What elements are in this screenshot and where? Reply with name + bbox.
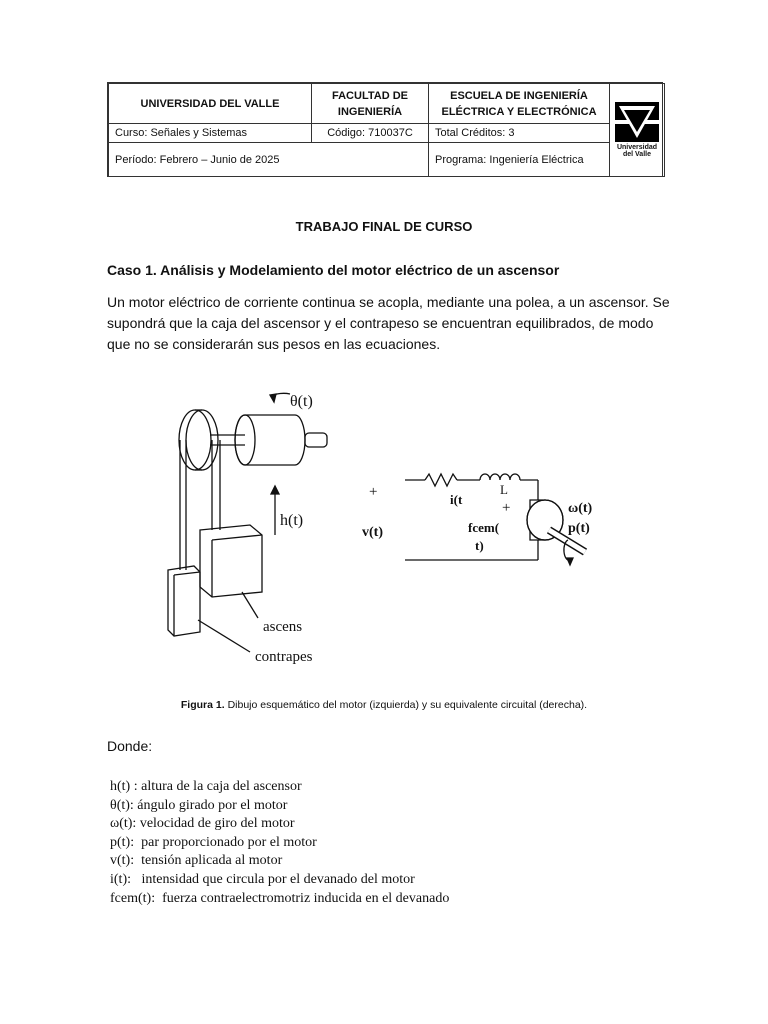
voltage-label: v(t) (362, 525, 383, 540)
torque-label: p(t) (568, 521, 590, 536)
figure-caption: Figura 1. Dibujo esquemático del motor (izquierda) y su equivalente circuital (derecha). (180, 699, 588, 711)
university-cell: UNIVERSIDAD DEL VALLE (109, 84, 312, 124)
course-cell: Curso: Señales y Sistemas (109, 124, 312, 143)
faculty-cell: FACULTAD DE INGENIERÍA (312, 84, 429, 124)
motor-shaft-shape (305, 433, 327, 447)
motor-body-shape (235, 415, 305, 465)
donde-label: Donde: (107, 738, 153, 754)
list-item: θ(t): ángulo girado por el motor (110, 797, 288, 813)
list-item: h(t) : altura de la caja del ascensor (110, 779, 302, 794)
list-item: fcem(t): fuerza contraelectromotriz inducida en el devanado (110, 890, 450, 906)
period-cell: Período: Febrero – Junio de 2025 (109, 143, 429, 177)
contrapes-label: contrapes (255, 649, 313, 665)
credits-cell: Total Créditos: 3 (429, 124, 610, 143)
program-cell: Programa: Ingeniería Eléctrica (429, 143, 610, 177)
ascens-leader-shape (242, 592, 258, 618)
logo-caption: Universidad del Valle (616, 144, 658, 158)
definitions-list (110, 778, 449, 908)
counterweight-shape (168, 566, 200, 636)
page-title: TRABAJO FINAL DE CURSO (295, 219, 473, 234)
logo-cell (610, 84, 665, 177)
current-label: i(t (450, 492, 463, 507)
university-logo-icon (615, 102, 659, 142)
inductor-label: L (500, 482, 508, 497)
resistor-shape (425, 474, 457, 486)
contrapes-leader-shape (198, 620, 250, 652)
pulley-shape (179, 410, 211, 470)
pulley-back-shape (186, 410, 218, 470)
plus-label: + (369, 484, 378, 500)
motor-figure (150, 380, 620, 670)
ascens-label: ascens (263, 619, 303, 635)
plus2-label: + (502, 500, 511, 516)
case-title: Caso 1. Análisis y Modelamiento del motor eléctrico de un ascensor (107, 262, 560, 278)
omega-label: ω(t) (568, 501, 593, 516)
fcem-label-2: t) (475, 538, 484, 553)
intro-paragraph: Un motor eléctrico de corriente continua se acopla, mediante una polea, a un ascensor. Se supondrá que la caja del ascensor y el contrapeso se encuentran equilibrados, de modo que no se considerarán sus pesos en las ecuaciones. (107, 294, 670, 352)
list-item: ω(t): velocidad de giro del motor (110, 816, 295, 832)
list-item: v(t): tensión aplicada al motor (110, 853, 283, 869)
code-cell: Código: 710037C (312, 124, 429, 143)
theta-label: θ(t) (290, 393, 313, 410)
inductor-shape (480, 474, 520, 480)
header-table (107, 82, 663, 177)
school-cell: ESCUELA DE INGENIERÍA ELÉCTRICA Y ELECTRÓNICA (429, 84, 610, 124)
fcem-label-1: fcem( (468, 520, 500, 535)
list-item: i(t): intensidad que circula por el devanado del motor (110, 871, 415, 887)
list-item: p(t): par proporcionado por el motor (110, 834, 317, 850)
h-label: h(t) (280, 512, 304, 529)
